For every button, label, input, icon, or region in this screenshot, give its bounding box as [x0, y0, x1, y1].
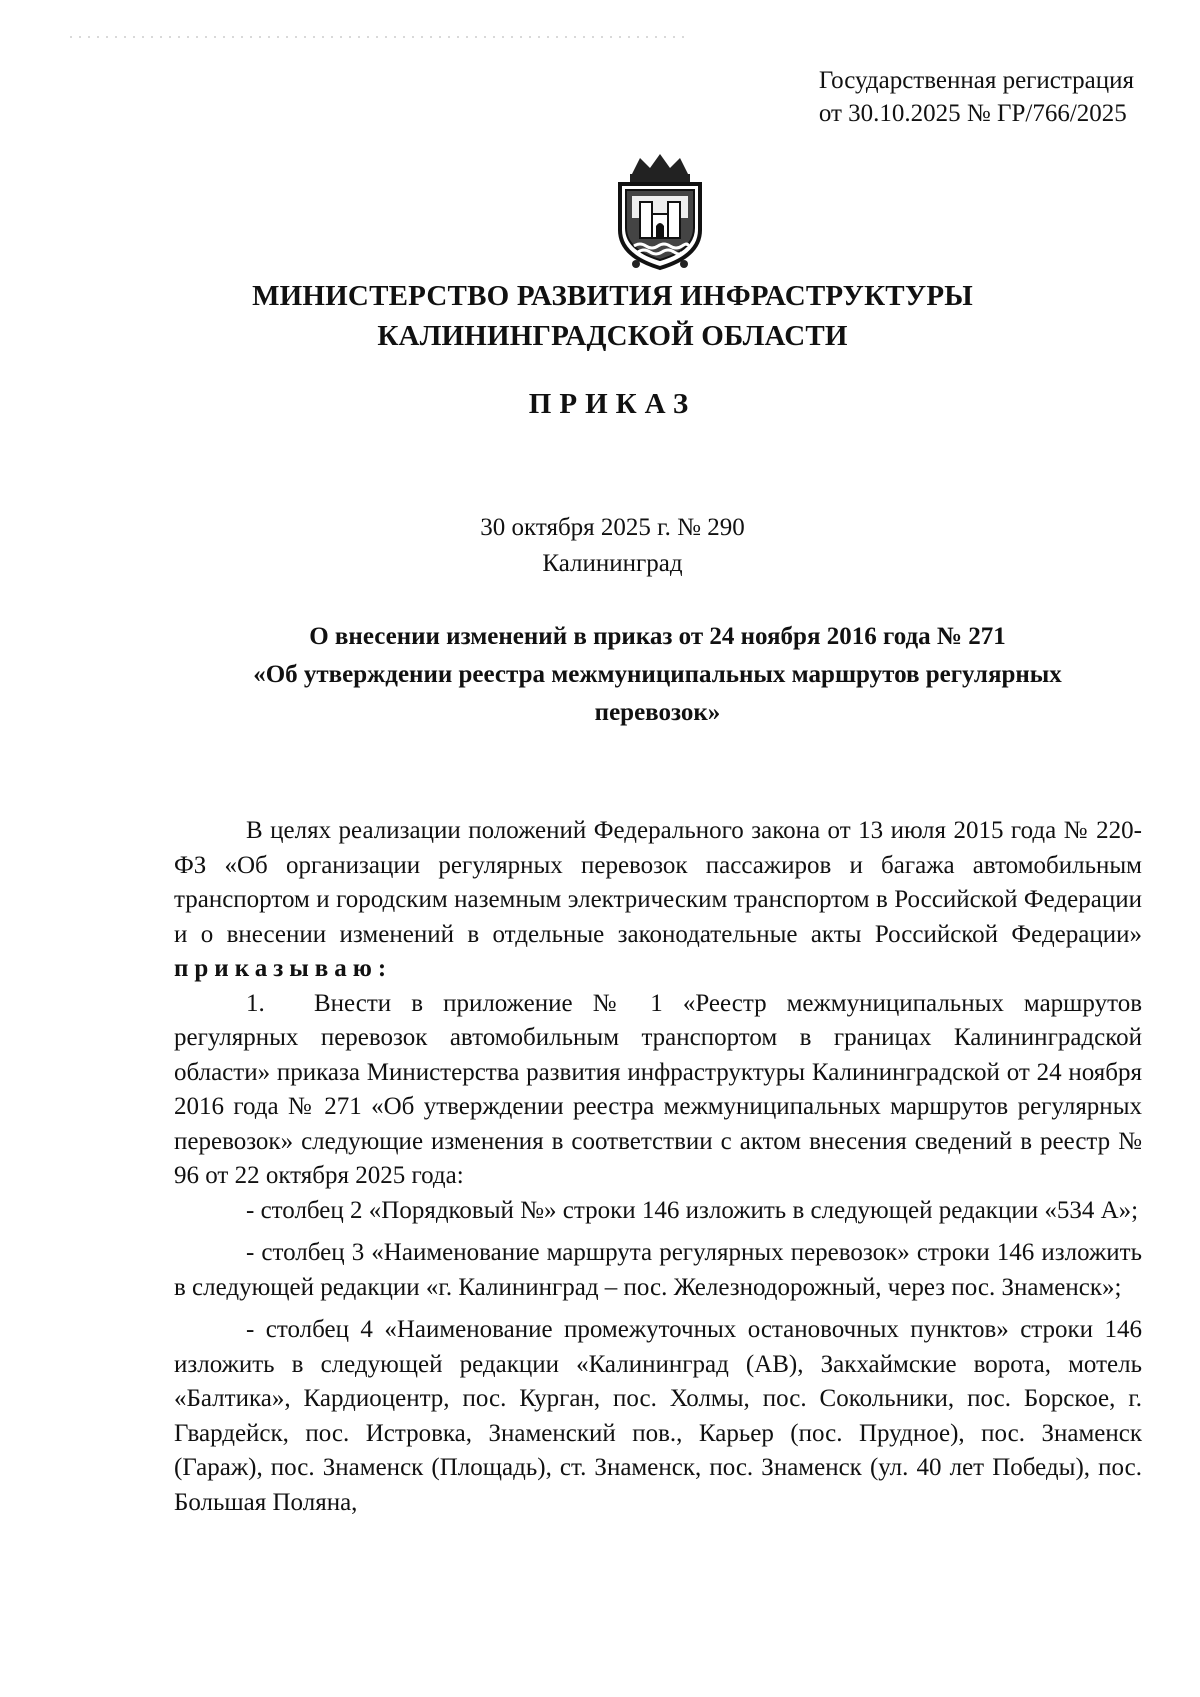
order-heading: ПРИКАЗ	[528, 388, 697, 420]
registration-line-2: от 30.10.2025 № ГР/766/2025	[818, 100, 1127, 127]
subject-line-2: «Об утверждении реестра межмуниципальных маршрутов регулярных	[253, 661, 1062, 688]
change-2-paragraph: - столбец 3 «Наименование маршрута регулярных перевозок» строки 146 изложить в следующей редакции «г. Калининград – пос. Железнодорожный, через пос. Знаменск»;	[174, 1239, 1142, 1301]
item-1-paragraph	[174, 987, 1142, 1194]
change-3-paragraph: - столбец 4 «Наименование промежуточных остановочных пунктов» строки 146 изложить в следующей редакции «Калининград (АВ), Закхаймские ворота, мотель «Балтика», Кардиоцентр, пос. Курган, пос. Холмы, пос. Сокольники, пос. Борское, г. Гвардейск, пос. Истровка, Знаменский пов., Карьер (пос. Прудное), пос. Знаменск (Гараж), пос. Знаменск (Площадь), ст. Знаменск, пос. Знаменск (ул. 40 лет Победы), пос. Большая Поляна,	[174, 1316, 1142, 1516]
preamble-paragraph	[174, 814, 1142, 987]
state-registration-stamp	[819, 64, 1134, 130]
subject-line-1: О внесении изменений в приказ от 24 ноября 2016 года № 271	[309, 623, 1006, 650]
kaliningrad-coat-of-arms-icon	[610, 152, 710, 272]
ministry-title	[0, 276, 1200, 356]
order-directive: приказываю:	[174, 955, 393, 982]
preamble-text: В целях реализации положений Федерального закона от 13 июля 2015 года № 220-ФЗ «Об организации регулярных перевозок пассажиров и багажа автомобильным транспортом и городским наземным электрическим транспортом в Российской Федерации и о внесении изменений в отдельные законодательные акты Российской Федерации»	[174, 817, 1142, 948]
ministry-line-1: МИНИСТЕРСТВО РАЗВИТИЯ ИНФРАСТРУКТУРЫ	[252, 280, 973, 312]
item-1-text: Внести в приложение № 1 «Реестр межмуниципальных маршрутов регулярных перевозок автомобильным транспортом в границах Калининградской области» приказа Министерства развития инфраструктуры Калининградской от 24 ноября 2016 года № 271 «Об утверждении реестра межмуниципальных маршрутов регулярных перевозок» следующие изменения в соответствии с актом внесения сведений в реестр № 96 от 22 октября 2025 года:	[174, 989, 1142, 1189]
order-date-block	[0, 510, 1200, 582]
order-subject	[175, 618, 1140, 732]
item-number: 1.	[246, 989, 265, 1017]
change-1-paragraph: - столбец 2 «Порядковый №» строки 146 изложить в следующей редакции «534 А»;	[246, 1196, 1139, 1224]
order-date-number: 30 октября 2025 г. № 290	[480, 514, 745, 541]
order-city: Калининград	[542, 550, 683, 577]
ministry-line-2: КАЛИНИНГРАДСКОЙ ОБЛАСТИ	[377, 320, 848, 352]
order-body	[174, 814, 1142, 1520]
registration-line-1: Государственная регистрация	[818, 67, 1134, 94]
scan-artifact-line	[70, 36, 690, 38]
subject-line-3: перевозок»	[594, 699, 721, 726]
